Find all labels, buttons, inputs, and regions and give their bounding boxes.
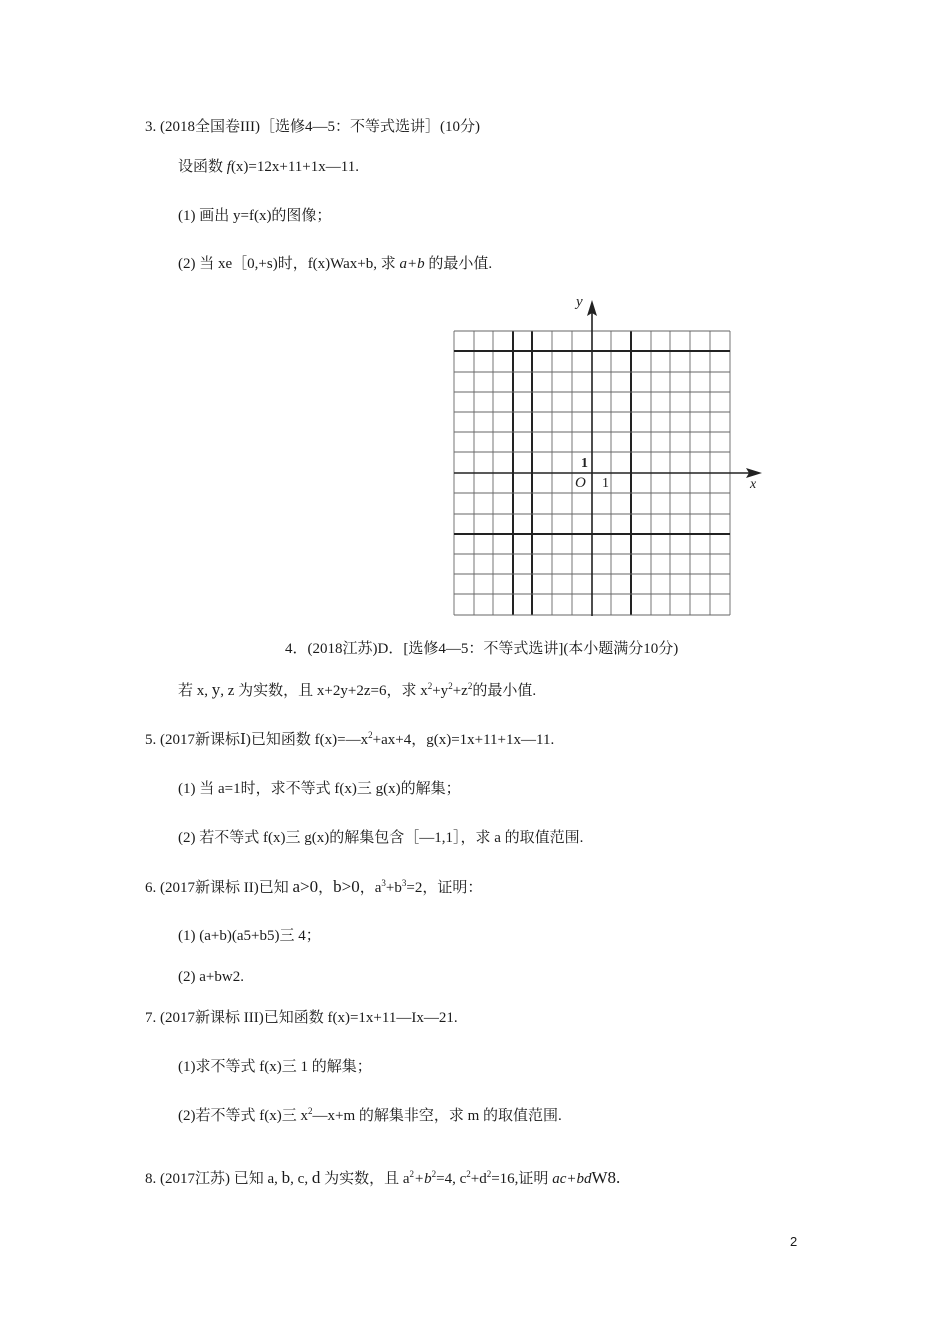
q8-text-c: 为实数，且 a	[320, 1171, 410, 1187]
q3-part1: (1) 画出 y=f(x)的图像；	[178, 208, 332, 224]
q4-text-d: +z	[452, 683, 468, 699]
q7-part2-b: —x+m 的解集非空，求 m 的取值范围.	[312, 1108, 562, 1124]
q3-part2-ab: a+b	[399, 256, 425, 272]
q4-sup1: 2	[427, 681, 433, 691]
q3-stem-f: f	[226, 159, 231, 175]
q6-big-b: b>0	[333, 877, 360, 896]
q3-part2	[178, 254, 492, 274]
q8-italic: ac+bd	[552, 1171, 592, 1187]
q8-text-a: 8. (2017江苏) 已知 a,	[145, 1171, 282, 1187]
q4-text	[178, 680, 536, 701]
q5-sup: 2	[368, 730, 373, 740]
q8-text-d: +b	[414, 1171, 432, 1187]
q6-big-a: a>0	[292, 877, 319, 896]
q7-part2	[178, 1106, 562, 1126]
q8-big-d: d	[311, 1168, 321, 1187]
coordinate-grid-figure	[450, 290, 770, 620]
q5-header-b: +ax+4，g(x)=1x+11+1x—11.	[372, 732, 555, 748]
q4-text-b: , z 为实数，且 x+2y+2z=6，求 x	[220, 683, 428, 699]
q4-header: 4．(2018江苏)D．[选修4—5：不等式选讲](本小题满分10分)	[285, 641, 679, 657]
q3-stem	[178, 157, 359, 177]
q6-sup1: 3	[381, 878, 386, 888]
q7-header: 7. (2017新课标 III)已知函数 f(x)=1x+11—Ix—21.	[145, 1010, 458, 1026]
q8-sup2: 2	[431, 1169, 437, 1179]
q5-header	[145, 730, 554, 750]
q3-part2-prefix: (2) 当 xe［0,+s)时，f(x)Wax+b, 求	[178, 256, 400, 272]
q4-text-c: +y	[432, 683, 449, 699]
q6-header-c: +b	[385, 880, 402, 896]
q3-header: 3. (2018全国卷III)［选修4—5：不等式选讲］(10分)	[145, 119, 480, 135]
q6-part1: (1) (a+b)(a5+b5)三 4；	[178, 928, 321, 944]
q4-sup3: 2	[467, 681, 473, 691]
q3-part2-suffix: 的最小值.	[424, 256, 493, 272]
q3-stem-rest: (x)=12x+11+1x—11.	[230, 159, 359, 175]
q8-text-e: =4, c	[436, 1171, 467, 1187]
q5-part2: (2) 若不等式 f(x)三 g(x)的解集包含［—1,1］，求 a 的取值范围.	[178, 830, 584, 846]
q7-part2-a: (2)若不等式 f(x)三 x	[178, 1108, 308, 1124]
origin-label: O	[575, 475, 586, 491]
q6-header-d: =2，证明：	[406, 880, 483, 896]
q4-text-a: 若 x,	[178, 683, 212, 699]
q8-big-b: b	[281, 1168, 291, 1187]
q8-text	[145, 1168, 620, 1189]
x-unit-label: 1	[602, 476, 609, 491]
coordinate-grid-svg	[450, 290, 770, 620]
q6-header-a: 6. (2017新课标 II)已知	[145, 880, 293, 896]
y-unit-label: 1	[581, 456, 588, 471]
q4-sup2: 2	[448, 681, 453, 691]
q6-comma: ，	[318, 880, 334, 896]
q6-part2: (2) a+bw2.	[178, 969, 244, 985]
q6-header	[145, 877, 482, 898]
q8-text-g: =16,证明	[491, 1171, 553, 1187]
q8-text-h: W8.	[591, 1168, 621, 1187]
page-number: 2	[790, 1234, 798, 1249]
q5-part1: (1) 当 a=1时，求不等式 f(x)三 g(x)的解集；	[178, 781, 461, 797]
q6-sup2: 3	[401, 878, 407, 888]
q4-text-e: 的最小值.	[472, 683, 537, 699]
q3-stem-prefix: 设函数	[178, 159, 227, 175]
q7-part1: (1)求不等式 f(x)三 1 的解集；	[178, 1059, 372, 1075]
q8-sup3: 2	[466, 1169, 471, 1179]
q8-text-b: , c,	[290, 1171, 312, 1187]
y-axis-label: y	[576, 294, 583, 310]
q8-sup1: 2	[409, 1169, 414, 1179]
q5-header-a: 5. (2017新课标Ⅰ)已知函数 f(x)=—x	[145, 732, 369, 748]
x-axis-label: x	[750, 477, 757, 492]
q8-sup4: 2	[486, 1169, 492, 1179]
q6-header-b: ，a	[359, 880, 382, 896]
q4-text-y: y	[211, 680, 221, 699]
q7-sup: 2	[307, 1106, 313, 1116]
q8-text-f: +d	[470, 1171, 487, 1187]
